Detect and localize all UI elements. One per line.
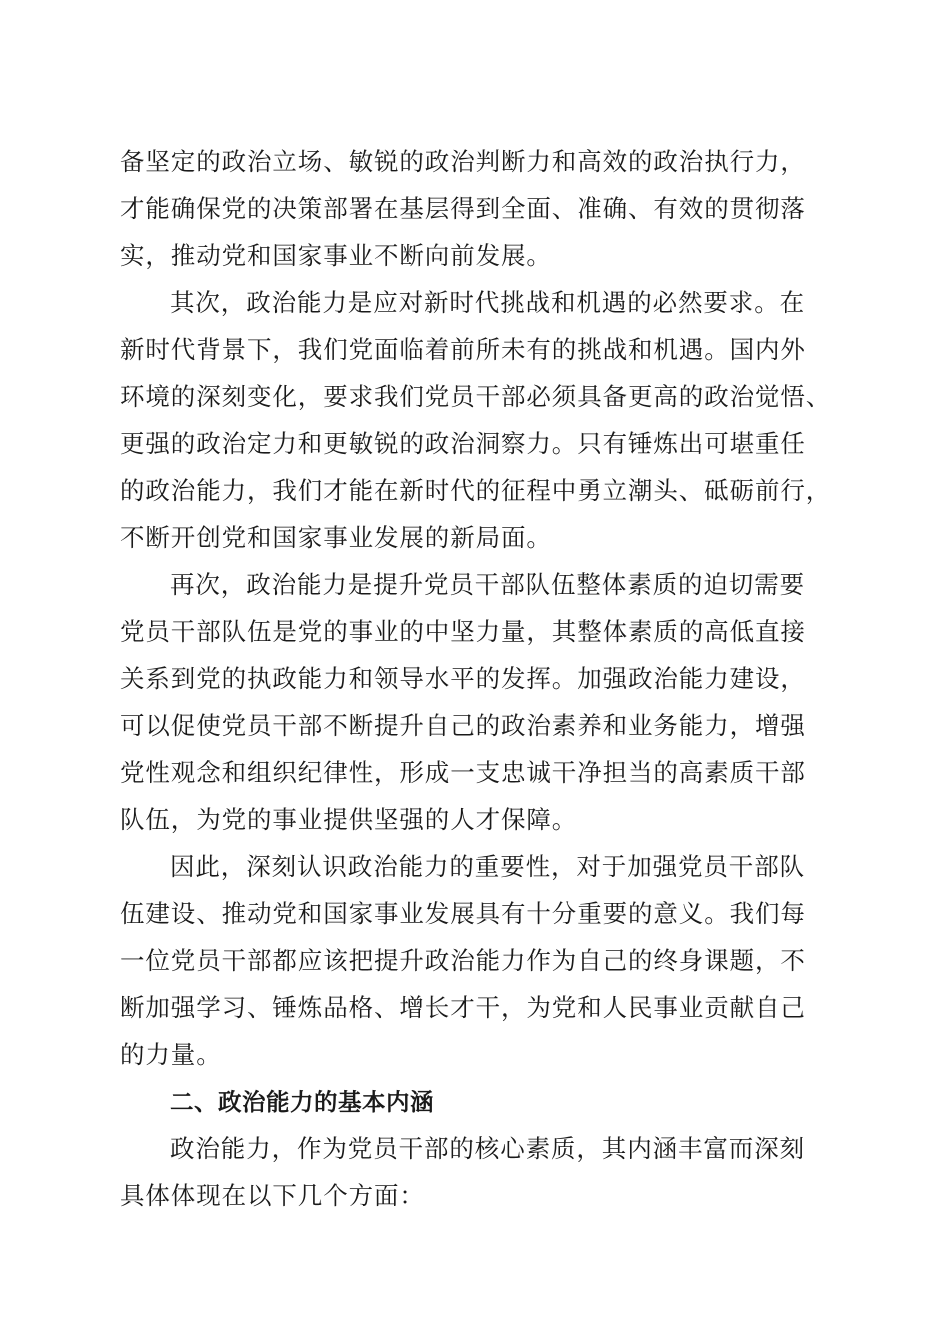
body-text-line: 环境的深刻变化，要求我们党员干部必须具备更高的政治觉悟、 — [120, 382, 832, 411]
paragraph-first-line: 再次，政治能力是提升党员干部队伍整体素质的迫切需要 — [170, 570, 805, 599]
body-text-line: 的政治能力，我们才能在新时代的征程中勇立潮头、砥砺前行， — [120, 476, 832, 505]
body-text-line: 一位党员干部都应该把提升政治能力作为自己的终身课题，不 — [120, 946, 806, 975]
body-text-line: 断加强学习、锤炼品格、增长才干，为党和人民事业贡献自己 — [120, 993, 806, 1022]
body-text-line: 才能确保党的决策部署在基层得到全面、准确、有效的贯彻落 — [120, 194, 806, 223]
body-text-line: 的力量。 — [120, 1040, 222, 1069]
body-text-line: 更强的政治定力和更敏锐的政治洞察力。只有锤炼出可堪重任 — [120, 429, 806, 458]
body-text-line: 队伍，为党的事业提供坚强的人才保障。 — [120, 805, 578, 834]
body-text-line: 备坚定的政治立场、敏锐的政治判断力和高效的政治执行力， — [120, 147, 806, 176]
body-text-line: 可以促使党员干部不断提升自己的政治素养和业务能力，增强 — [120, 711, 806, 740]
body-text-line: 不断开创党和国家事业发展的新局面。 — [120, 523, 552, 552]
body-text-line: 党员干部队伍是党的事业的中坚力量，其整体素质的高低直接 — [120, 617, 806, 646]
paragraph-first-line: 其次，政治能力是应对新时代挑战和机遇的必然要求。在 — [170, 288, 805, 317]
body-text-line: 党性观念和组织纪律性，形成一支忠诚干净担当的高素质干部 — [120, 758, 806, 787]
body-text-line: 实，推动党和国家事业不断向前发展。 — [120, 241, 552, 270]
body-text-line: 关系到党的执政能力和领导水平的发挥。加强政治能力建设， — [120, 664, 806, 693]
body-text-line: 伍建设、推动党和国家事业发展具有十分重要的意义。我们每 — [120, 899, 806, 928]
paragraph-first-line: 政治能力，作为党员干部的核心素质，其内涵丰富而深刻 — [170, 1134, 805, 1163]
body-text-line: 新时代背景下，我们党面临着前所未有的挑战和机遇。国内外 — [120, 335, 806, 364]
body-text-line: 具体体现在以下几个方面： — [120, 1181, 425, 1210]
paragraph-first-line: 因此，深刻认识政治能力的重要性，对于加强党员干部队 — [170, 852, 805, 881]
section-heading: 二、政治能力的基本内涵 — [170, 1088, 434, 1116]
